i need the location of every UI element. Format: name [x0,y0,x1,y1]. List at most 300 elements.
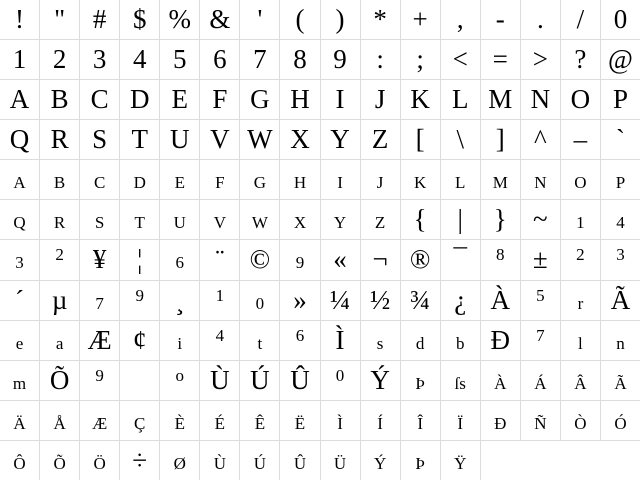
glyph-cell[interactable] [240,120,279,159]
glyph-cell[interactable] [521,80,560,119]
glyph-cell[interactable] [601,40,640,79]
glyph-cell[interactable] [0,240,39,279]
glyph: L [455,173,466,193]
glyph-cell[interactable] [40,361,79,400]
glyph: B [50,84,69,115]
glyph-cell[interactable] [0,0,39,39]
glyph-cell[interactable] [120,200,159,239]
glyph: Ä [13,413,26,433]
glyph-cell[interactable] [280,80,319,119]
glyph: 9 [95,365,104,385]
glyph: @ [608,44,633,75]
glyph-cell[interactable] [80,160,119,199]
glyph-cell[interactable] [481,240,520,279]
glyph-cell[interactable] [40,80,79,119]
glyph: 7 [536,325,545,345]
glyph-cell[interactable] [441,120,480,159]
glyph: 6 [175,253,185,273]
glyph-cell[interactable] [0,361,39,400]
glyph-cell[interactable] [0,441,39,480]
glyph-cell[interactable] [120,40,159,79]
glyph: X [290,124,310,155]
glyph-cell[interactable] [240,0,279,39]
glyph: s [376,333,384,353]
glyph-cell[interactable] [40,40,79,79]
glyph-cell[interactable] [601,80,640,119]
glyph: ± [532,244,548,275]
glyph: ! [15,4,25,34]
glyph: Õ [49,364,70,395]
glyph: $ [132,4,147,34]
glyph: E [171,84,189,115]
glyph-cell[interactable] [601,321,640,360]
glyph-cell[interactable] [481,401,520,440]
glyph-cell[interactable] [561,160,600,199]
glyph-cell[interactable] [401,401,440,440]
glyph: V [213,213,226,233]
glyph: i [177,333,183,353]
glyph-cell[interactable] [40,160,79,199]
glyph-cell[interactable] [160,240,199,279]
glyph: 3 [92,44,107,75]
glyph-cell[interactable] [280,40,319,79]
glyph: ® [409,244,431,275]
glyph-cell[interactable] [401,240,440,279]
glyph: ¸ [175,284,185,315]
glyph-cell[interactable] [561,0,600,39]
glyph-cell[interactable] [361,240,400,279]
glyph-cell[interactable] [240,200,279,239]
glyph-cell[interactable] [481,160,520,199]
glyph-cell[interactable] [481,281,520,320]
glyph-cell[interactable] [0,80,39,119]
glyph: Ò [574,413,587,433]
glyph: < [452,44,468,75]
glyph-cell[interactable] [240,321,279,360]
empty-cell [120,361,159,400]
glyph-cell[interactable] [361,200,400,239]
glyph-cell[interactable] [0,120,39,159]
glyph-cell[interactable] [40,321,79,360]
glyph-cell[interactable] [401,40,440,79]
glyph-cell[interactable] [441,240,480,279]
glyph: B [53,173,66,193]
glyph-cell[interactable] [80,120,119,159]
glyph-cell[interactable] [321,281,360,320]
glyph: G [253,173,267,193]
glyph-cell[interactable] [160,321,199,360]
glyph-cell[interactable] [160,361,199,400]
glyph: W [247,124,273,155]
glyph: C [93,173,106,193]
glyph-cell[interactable] [200,80,239,119]
glyph-cell[interactable] [40,401,79,440]
glyph-cell[interactable] [441,321,480,360]
glyph-cell[interactable] [441,80,480,119]
glyph-cell[interactable] [240,40,279,79]
glyph-cell[interactable] [321,441,360,480]
glyph-cell[interactable] [361,401,400,440]
glyph-cell[interactable] [160,120,199,159]
glyph: Ê [254,413,266,433]
glyph-cell[interactable] [200,40,239,79]
glyph-cell[interactable] [361,80,400,119]
glyph-cell[interactable] [561,321,600,360]
glyph-cell[interactable] [240,281,279,320]
glyph-cell[interactable] [200,240,239,279]
glyph: 6 [213,44,227,75]
glyph-cell[interactable] [160,160,199,199]
glyph: 8 [496,245,505,265]
glyph-cell[interactable] [280,361,319,400]
glyph-cell[interactable] [200,120,239,159]
glyph-cell[interactable] [240,441,279,480]
glyph: ¦ [137,244,143,275]
glyph-cell[interactable] [321,401,360,440]
glyph-cell[interactable] [361,361,400,400]
glyph: ¿ [454,284,467,315]
glyph: X [293,213,307,233]
glyph: ¨ [215,244,225,275]
glyph-cell[interactable] [441,281,480,320]
glyph-cell[interactable] [601,160,640,199]
glyph: : [376,44,384,75]
glyph-cell[interactable] [401,281,440,320]
glyph: Ÿ [454,453,467,473]
glyph: ´ [15,284,25,315]
glyph: P [612,84,628,115]
glyph-cell[interactable] [321,40,360,79]
glyph-cell[interactable] [601,240,640,279]
glyph: K [414,173,427,193]
glyph: 2 [52,44,67,75]
glyph-cell[interactable] [521,40,560,79]
glyph: ¥ [92,244,107,275]
glyph-cell[interactable] [80,40,119,79]
glyph: r [577,293,584,313]
glyph-cell[interactable] [160,40,199,79]
glyph-cell[interactable] [561,200,600,239]
glyph-cell[interactable] [481,200,520,239]
glyph: Û [290,364,310,395]
glyph: Ð [490,324,511,355]
glyph: 9 [333,44,347,75]
glyph: 0 [255,293,265,313]
glyph-cell[interactable] [200,0,239,39]
glyph-cell[interactable] [441,40,480,79]
glyph-cell[interactable] [561,281,600,320]
glyph: ( [295,4,305,34]
glyph: Í [377,413,383,433]
glyph: 2 [576,245,585,265]
glyph-cell[interactable] [561,80,600,119]
glyph: » [293,284,307,315]
glyph-cell[interactable] [321,0,360,39]
glyph-cell[interactable] [0,321,39,360]
glyph: S [92,124,108,155]
glyph-cell[interactable] [521,281,560,320]
glyph-cell[interactable] [200,361,239,400]
glyph-cell[interactable] [561,361,600,400]
glyph-cell[interactable] [601,281,640,320]
glyph: ¬ [372,244,388,275]
glyph-cell[interactable] [321,120,360,159]
glyph-cell[interactable] [240,361,279,400]
glyph-cell[interactable] [0,281,39,320]
glyph-cell[interactable] [280,160,319,199]
glyph-cell[interactable] [280,200,319,239]
glyph: Þ [415,373,425,393]
glyph: Ð [494,413,507,433]
glyph-cell[interactable] [200,160,239,199]
glyph: 4 [616,213,625,233]
glyph: 2 [55,245,64,265]
glyph: Â [574,373,587,393]
glyph-cell[interactable] [441,0,480,39]
glyph: E [174,173,185,193]
glyph-cell[interactable] [481,361,520,400]
glyph-cell[interactable] [280,281,319,320]
glyph-cell[interactable] [160,441,199,480]
glyph-cell[interactable] [601,401,640,440]
glyph: Ù [213,453,226,473]
glyph: + [412,4,428,34]
glyph: Ì [335,324,345,355]
glyph: Á [534,373,547,393]
glyph: G [250,84,270,115]
glyph-cell[interactable] [120,281,159,320]
glyph-cell[interactable] [80,200,119,239]
glyph: Ý [373,453,387,473]
glyph: ~ [533,204,548,235]
glyph-cell[interactable] [561,240,600,279]
glyph-cell[interactable] [80,80,119,119]
glyph: M [488,84,513,115]
glyph-cell[interactable] [321,200,360,239]
glyph-cell[interactable] [321,321,360,360]
glyph-cell[interactable] [160,401,199,440]
glyph: 1 [12,44,27,75]
glyph-cell[interactable] [120,120,159,159]
glyph-cell[interactable] [120,160,159,199]
glyph-cell[interactable] [521,321,560,360]
glyph-cell[interactable] [200,441,239,480]
glyph-cell[interactable] [80,361,119,400]
glyph: 0 [335,365,345,385]
glyph-cell[interactable] [361,0,400,39]
glyph-cell[interactable] [361,441,400,480]
glyph-cell[interactable] [601,200,640,239]
glyph-cell[interactable] [601,120,640,159]
glyph-cell[interactable] [280,0,319,39]
glyph: 1 [215,285,225,305]
glyph-cell[interactable] [40,0,79,39]
glyph-cell[interactable] [481,40,520,79]
glyph: " [54,4,66,34]
glyph-cell[interactable] [80,240,119,279]
glyph-cell[interactable] [481,0,520,39]
glyph-cell[interactable] [280,401,319,440]
glyph-cell[interactable] [200,281,239,320]
glyph: l [578,333,583,353]
glyph-cell[interactable] [361,321,400,360]
glyph: ^ [534,124,547,155]
glyph: W [251,213,268,233]
glyph: ' [257,4,263,34]
glyph-cell[interactable] [521,240,560,279]
glyph-cell[interactable] [481,321,520,360]
glyph-cell[interactable] [561,120,600,159]
glyph-cell[interactable] [240,240,279,279]
glyph-cell[interactable] [521,200,560,239]
glyph-cell[interactable] [521,120,560,159]
glyph: J [376,173,384,193]
glyph-cell[interactable] [0,40,39,79]
glyph-cell[interactable] [0,200,39,239]
glyph-cell[interactable] [321,80,360,119]
glyph: 9 [295,253,305,273]
glyph-cell[interactable] [401,160,440,199]
glyph: Y [333,213,347,233]
glyph: F [215,173,225,193]
glyph-cell[interactable] [40,240,79,279]
glyph: A [9,84,30,115]
glyph-cell[interactable] [521,361,560,400]
glyph: Ï [457,413,464,433]
glyph-cell[interactable] [361,281,400,320]
glyph: P [615,173,626,193]
glyph: a [55,333,64,353]
glyph-cell[interactable] [521,160,560,199]
glyph: ; [416,44,424,75]
glyph-cell[interactable] [601,361,640,400]
glyph-cell[interactable] [361,40,400,79]
glyph: b [455,333,465,353]
glyph-cell[interactable] [120,321,159,360]
glyph-cell[interactable] [0,401,39,440]
glyph: Ú [253,453,267,473]
glyph-cell[interactable] [361,120,400,159]
glyph-cell[interactable] [160,200,199,239]
glyph-cell[interactable] [401,200,440,239]
glyph: 3 [15,253,24,273]
glyph-cell[interactable] [361,160,400,199]
glyph: # [92,4,107,34]
glyph-cell[interactable] [120,0,159,39]
glyph-cell[interactable] [200,321,239,360]
glyph-cell[interactable] [280,240,319,279]
glyph-cell[interactable] [441,361,480,400]
glyph-cell[interactable] [601,0,640,39]
glyph-cell[interactable] [120,80,159,119]
glyph-cell[interactable] [160,281,199,320]
glyph-cell[interactable] [481,80,520,119]
empty-cell [481,441,640,480]
glyph-cell[interactable] [321,361,360,400]
glyph: e [15,333,24,353]
glyph-cell[interactable] [80,401,119,440]
glyph-cell[interactable] [441,401,480,440]
glyph-cell[interactable] [280,321,319,360]
glyph: } [493,204,507,235]
glyph-cell[interactable] [40,200,79,239]
glyph-cell[interactable] [120,441,159,480]
glyph-cell[interactable] [321,160,360,199]
glyph-cell[interactable] [240,160,279,199]
glyph-cell[interactable] [401,321,440,360]
glyph: Ã [610,284,631,315]
glyph-cell[interactable] [160,80,199,119]
glyph-cell[interactable] [401,80,440,119]
glyph-cell[interactable] [401,441,440,480]
glyph: O [570,84,591,115]
glyph-cell[interactable] [200,401,239,440]
glyph: À [494,373,507,393]
glyph: Q [9,124,30,155]
glyph-cell[interactable] [40,281,79,320]
glyph: – [573,124,588,155]
glyph-cell[interactable] [240,80,279,119]
glyph-cell[interactable] [441,200,480,239]
glyph-cell[interactable] [120,240,159,279]
glyph: T [134,213,145,233]
glyph: © [249,244,271,275]
glyph-cell[interactable] [40,120,79,159]
glyph: Õ [53,453,66,473]
glyph-cell[interactable] [160,0,199,39]
glyph-cell[interactable] [401,361,440,400]
glyph: N [530,84,551,115]
glyph: Ë [294,413,306,433]
glyph-cell[interactable] [481,120,520,159]
glyph: D [133,173,146,193]
glyph-cell[interactable] [321,240,360,279]
glyph: K [410,84,430,115]
glyph: Z [371,124,389,155]
glyph-cell[interactable] [120,401,159,440]
glyph: [ [415,124,425,155]
glyph-cell[interactable] [521,401,560,440]
glyph: ÷ [132,444,148,475]
glyph-cell[interactable] [280,441,319,480]
glyph-cell[interactable] [80,321,119,360]
glyph-cell[interactable] [561,401,600,440]
glyph-cell[interactable] [401,120,440,159]
glyph: L [451,84,469,115]
glyph: C [90,84,109,115]
glyph: , [456,4,464,34]
glyph: Ñ [534,413,547,433]
glyph-cell[interactable] [521,0,560,39]
glyph-cell[interactable] [240,401,279,440]
glyph: Ü [333,453,347,473]
glyph-cell[interactable] [441,160,480,199]
glyph-cell[interactable] [80,0,119,39]
glyph-cell[interactable] [80,281,119,320]
glyph-cell[interactable] [200,200,239,239]
glyph: Ã [614,373,627,393]
glyph-cell[interactable] [0,160,39,199]
glyph-cell[interactable] [561,40,600,79]
glyph: 7 [95,293,104,313]
glyph-cell[interactable] [40,441,79,480]
glyph: ¢ [132,324,147,355]
glyph-cell[interactable] [280,120,319,159]
glyph-cell[interactable] [441,441,480,480]
glyph-cell[interactable] [80,441,119,480]
glyph: / [576,4,585,34]
glyph-cell[interactable] [401,0,440,39]
